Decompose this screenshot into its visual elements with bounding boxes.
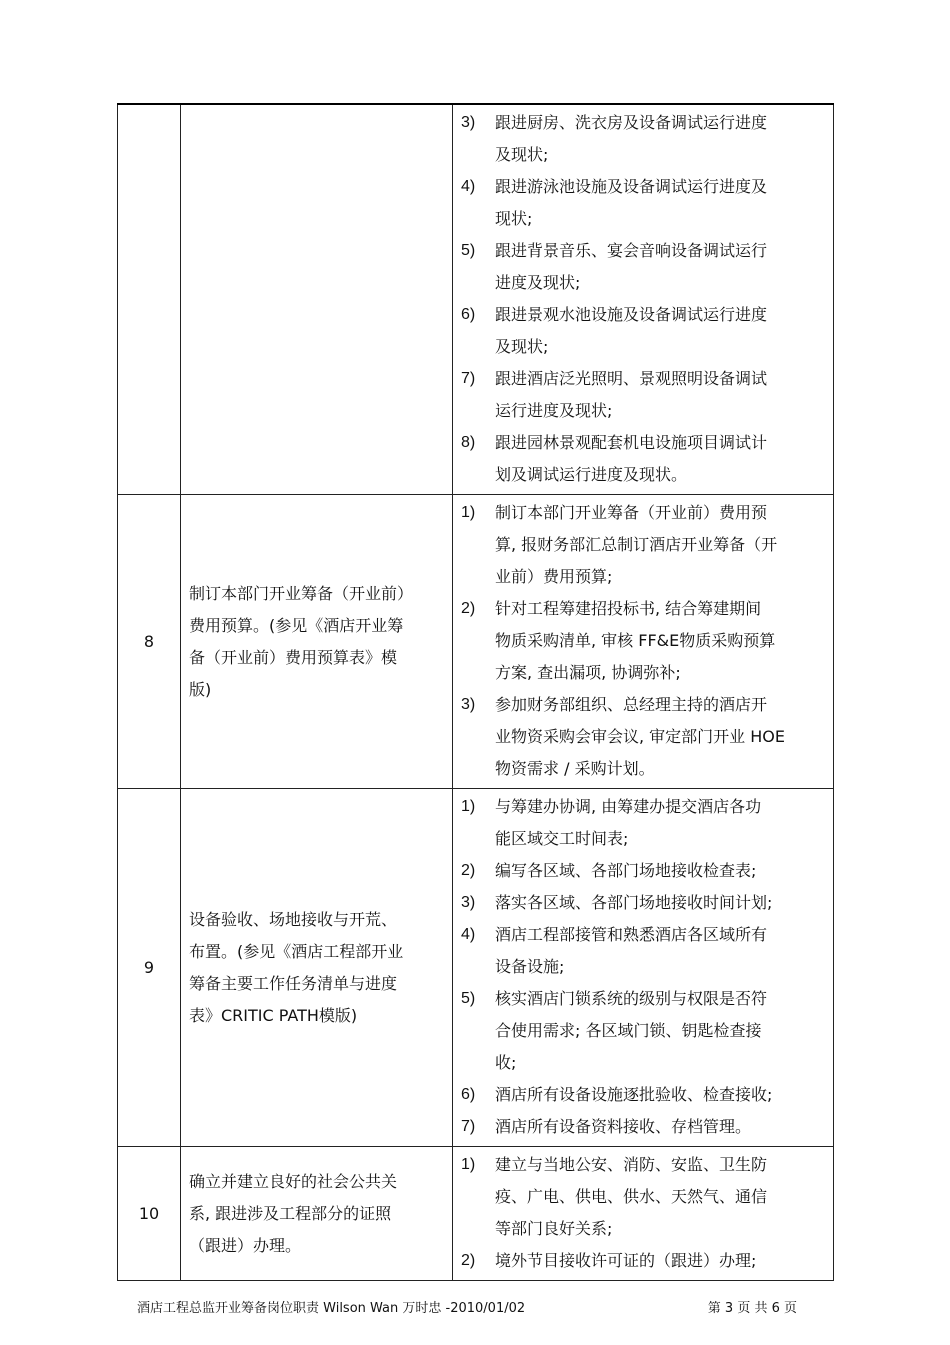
step-text: 酒店工程部接管和熟悉酒店各区域所有 设备设施; [495,925,768,976]
task-description: 制订本部门开业筹备（开业前） 费用预算。(参见《酒店开业筹 备（开业前）费用预算表》模 版) [181,495,453,789]
step-text: 落实各区域、各部门场地接收时间计划; [495,893,773,912]
page-footer [137,1297,797,1316]
step-number: 8) [461,434,476,451]
list-item [461,171,829,235]
step-text: 与筹建办协调, 由筹建办提交酒店各功 能区域交工时间表; [495,797,762,848]
task-steps [453,789,834,1147]
step-text: 境外节目接收许可证的（跟进）办理; [495,1251,757,1270]
step-number: 5) [461,990,476,1007]
step-text: 跟进厨房、洗衣房及设备调试运行进度 及现状; [495,113,768,164]
task-steps [453,495,834,789]
table-row [118,789,834,1147]
step-text: 跟进园林景观配套机电设施项目调试计 划及调试运行进度及现状。 [495,433,768,484]
task-steps [453,1147,834,1281]
step-text: 参加财务部组织、总经理主持的酒店开 业物资采购会审会议, 审定部门开业 HOE 物资需求 / 采购计划。 [495,695,785,778]
step-number: 7) [461,370,476,387]
item-number: 10 [118,1147,181,1281]
step-text: 跟进游泳池设施及设备调试运行进度及 现状; [495,177,768,228]
item-number [118,104,181,495]
list-item [461,791,829,855]
task-steps [453,104,834,495]
task-description: 确立并建立良好的社会公共关 系, 跟进涉及工程部分的证照 （跟进）办理。 [181,1147,453,1281]
list-item [461,427,829,491]
duty-table [117,103,834,1281]
item-number: 8 [118,495,181,789]
list-item [461,983,829,1079]
list-item [461,235,829,299]
list-item [461,1149,829,1245]
step-number: 2) [461,600,476,617]
list-item [461,855,829,887]
task-description [181,104,453,495]
step-number: 2) [461,1252,476,1269]
step-number: 7) [461,1118,476,1135]
list-item [461,1079,829,1111]
step-text: 核实酒店门锁系统的级别与权限是否符 合使用需求; 各区域门锁、钥匙检查接 收; [495,989,768,1072]
list-item [461,299,829,363]
step-number: 2) [461,862,476,879]
list-item [461,919,829,983]
step-number: 4) [461,178,476,195]
footer-title: 酒店工程总监开业筹备岗位职责 Wilson Wan 万时忠 -2010/01/02 [137,1301,526,1316]
list-item [461,689,829,785]
list-item [461,363,829,427]
list-item [461,107,829,171]
step-text: 跟进景观水池设施及设备调试运行进度 及现状; [495,305,768,356]
step-number: 1) [461,798,476,815]
list-item [461,1245,829,1277]
step-number: 5) [461,242,476,259]
step-number: 6) [461,306,476,323]
step-text: 酒店所有设备设施逐批验收、检查接收; [495,1085,773,1104]
table-row [118,495,834,789]
step-text: 针对工程筹建招投标书, 结合筹建期间 物质采购清单, 审核 FF&E物质采购预算 方案, 查出漏项, 协调弥补; [495,599,776,682]
list-item [461,887,829,919]
list-item [461,593,829,689]
step-number: 3) [461,114,476,131]
step-text: 编写各区域、各部门场地接收检查表; [495,861,757,880]
step-text: 酒店所有设备资料接收、存档管理。 [495,1117,752,1136]
task-description: 设备验收、场地接收与开荒、 布置。(参见《酒店工程部开业 筹备主要工作任务清单与进度 表》CRITIC PATH模版) [181,789,453,1147]
step-text: 制订本部门开业筹备（开业前）费用预 算, 报财务部汇总制订酒店开业筹备（开 业前）费用预算; [495,503,778,586]
step-number: 1) [461,504,476,521]
table-row [118,1147,834,1281]
step-number: 4) [461,926,476,943]
table-row [118,104,834,495]
step-text: 建立与当地公安、消防、安监、卫生防 疫、广电、供电、供水、天然气、通信 等部门良好关系; [495,1155,768,1238]
step-number: 6) [461,1086,476,1103]
list-item [461,1111,829,1143]
step-number: 1) [461,1156,476,1173]
step-number: 3) [461,894,476,911]
list-item [461,497,829,593]
step-number: 3) [461,696,476,713]
page-number: 第 3 页 共 6 页 [707,1301,797,1316]
item-number: 9 [118,789,181,1147]
step-text: 跟进酒店泛光照明、景观照明设备调试 运行进度及现状; [495,369,768,420]
step-text: 跟进背景音乐、宴会音响设备调试运行 进度及现状; [495,241,768,292]
